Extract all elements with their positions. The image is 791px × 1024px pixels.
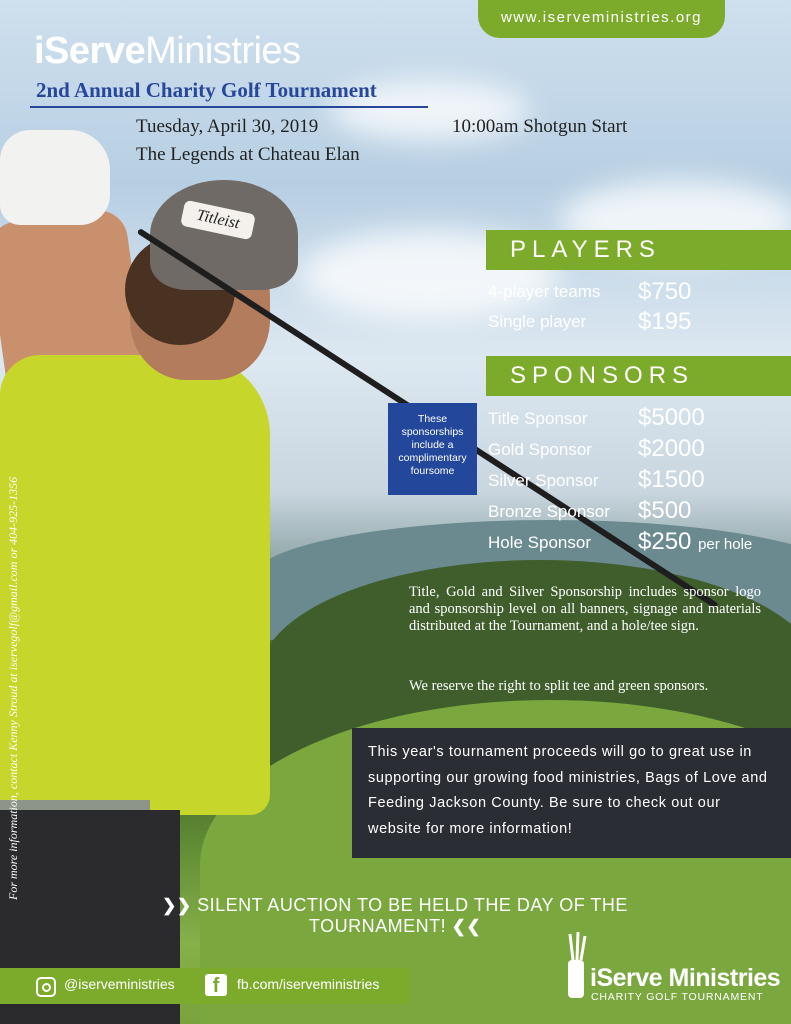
chevron-right-icon: ❯❯ (162, 896, 192, 915)
facebook-link[interactable]: fb.com/iserveministries (237, 976, 380, 992)
event-venue: The Legends at Chateau Elan (136, 144, 360, 165)
price-suffix: per hole (698, 536, 753, 553)
website-url[interactable]: www.iserveministries.org (478, 0, 725, 38)
sponsor-level-price: $5000 (638, 404, 705, 431)
sponsor-level-price: $250 (638, 528, 692, 555)
sponsor-level-price-row (638, 528, 752, 556)
split-sponsors-note: We reserve the right to split tee and green sponsors. (409, 678, 709, 694)
logo-bold: iServe (34, 30, 146, 72)
sponsor-level-label: Silver Sponsor (488, 471, 599, 490)
subtitle-divider (30, 106, 428, 108)
sponsor-level-label: Title Sponsor (488, 409, 588, 428)
player-option-price: $750 (638, 278, 692, 305)
iserve-logo (34, 30, 301, 73)
footer-logo: iServe Ministries (590, 964, 781, 992)
silent-auction-text: SILENT AUCTION TO BE HELD THE DAY OF THE TOURNAMENT! (197, 895, 628, 936)
player-option-price: $195 (638, 308, 692, 335)
instagram-handle[interactable]: @iserveministries (64, 976, 175, 992)
player-option-label: 4-player teams (488, 282, 601, 301)
golfer-shirt (0, 355, 270, 815)
sponsors-heading: SPONSORS (486, 356, 791, 396)
sponsorship-benefits-text: Title, Gold and Silver Sponsorship includes sponsor logo and sponsorship level on all banners, signage and materials distributed at the Tournament, and a hole/tee sign. (409, 584, 761, 634)
sponsor-level-label: Gold Sponsor (488, 440, 592, 459)
golfer-glove (0, 130, 110, 225)
golf-bag-icon (561, 930, 591, 1000)
event-date: Tuesday, April 30, 2019 (136, 116, 319, 137)
sponsor-level-label: Bronze Sponsor (488, 502, 610, 521)
cap-logo: Titleist (180, 200, 256, 240)
sponsor-level-price: $2000 (638, 435, 705, 462)
complimentary-foursome-note: These sponsorships include a complimentary foursome (388, 403, 477, 495)
proceeds-panel: This year's tournament proceeds will go to great use in supporting our growing food ministries, Bags of Love and Feeding Jackson County. Be sure to check out our website for more information! (352, 728, 791, 858)
instagram-icon[interactable] (36, 977, 56, 997)
sponsor-level-price: $500 (638, 497, 692, 524)
sponsor-level-price: $1500 (638, 466, 705, 493)
sponsor-level-label: Hole Sponsor (488, 533, 592, 552)
player-option-label: Single player (488, 312, 587, 331)
players-heading: PLAYERS (486, 230, 791, 270)
facebook-icon[interactable]: f (205, 974, 227, 996)
logo-light: Ministries (145, 30, 301, 72)
chevron-left-icon: ❮❮ (451, 917, 482, 936)
golfer-cap (150, 180, 298, 290)
start-time: 10:00am Shotgun Start (452, 116, 628, 137)
footer-logo-subtitle: CHARITY GOLF TOURNAMENT (591, 991, 764, 1003)
event-subtitle: 2nd Annual Charity Golf Tournament (36, 78, 377, 102)
contact-info: For more information, contact Kenny Stroud at iservegolf@gmail.com or 404-925-1356 (6, 476, 20, 900)
